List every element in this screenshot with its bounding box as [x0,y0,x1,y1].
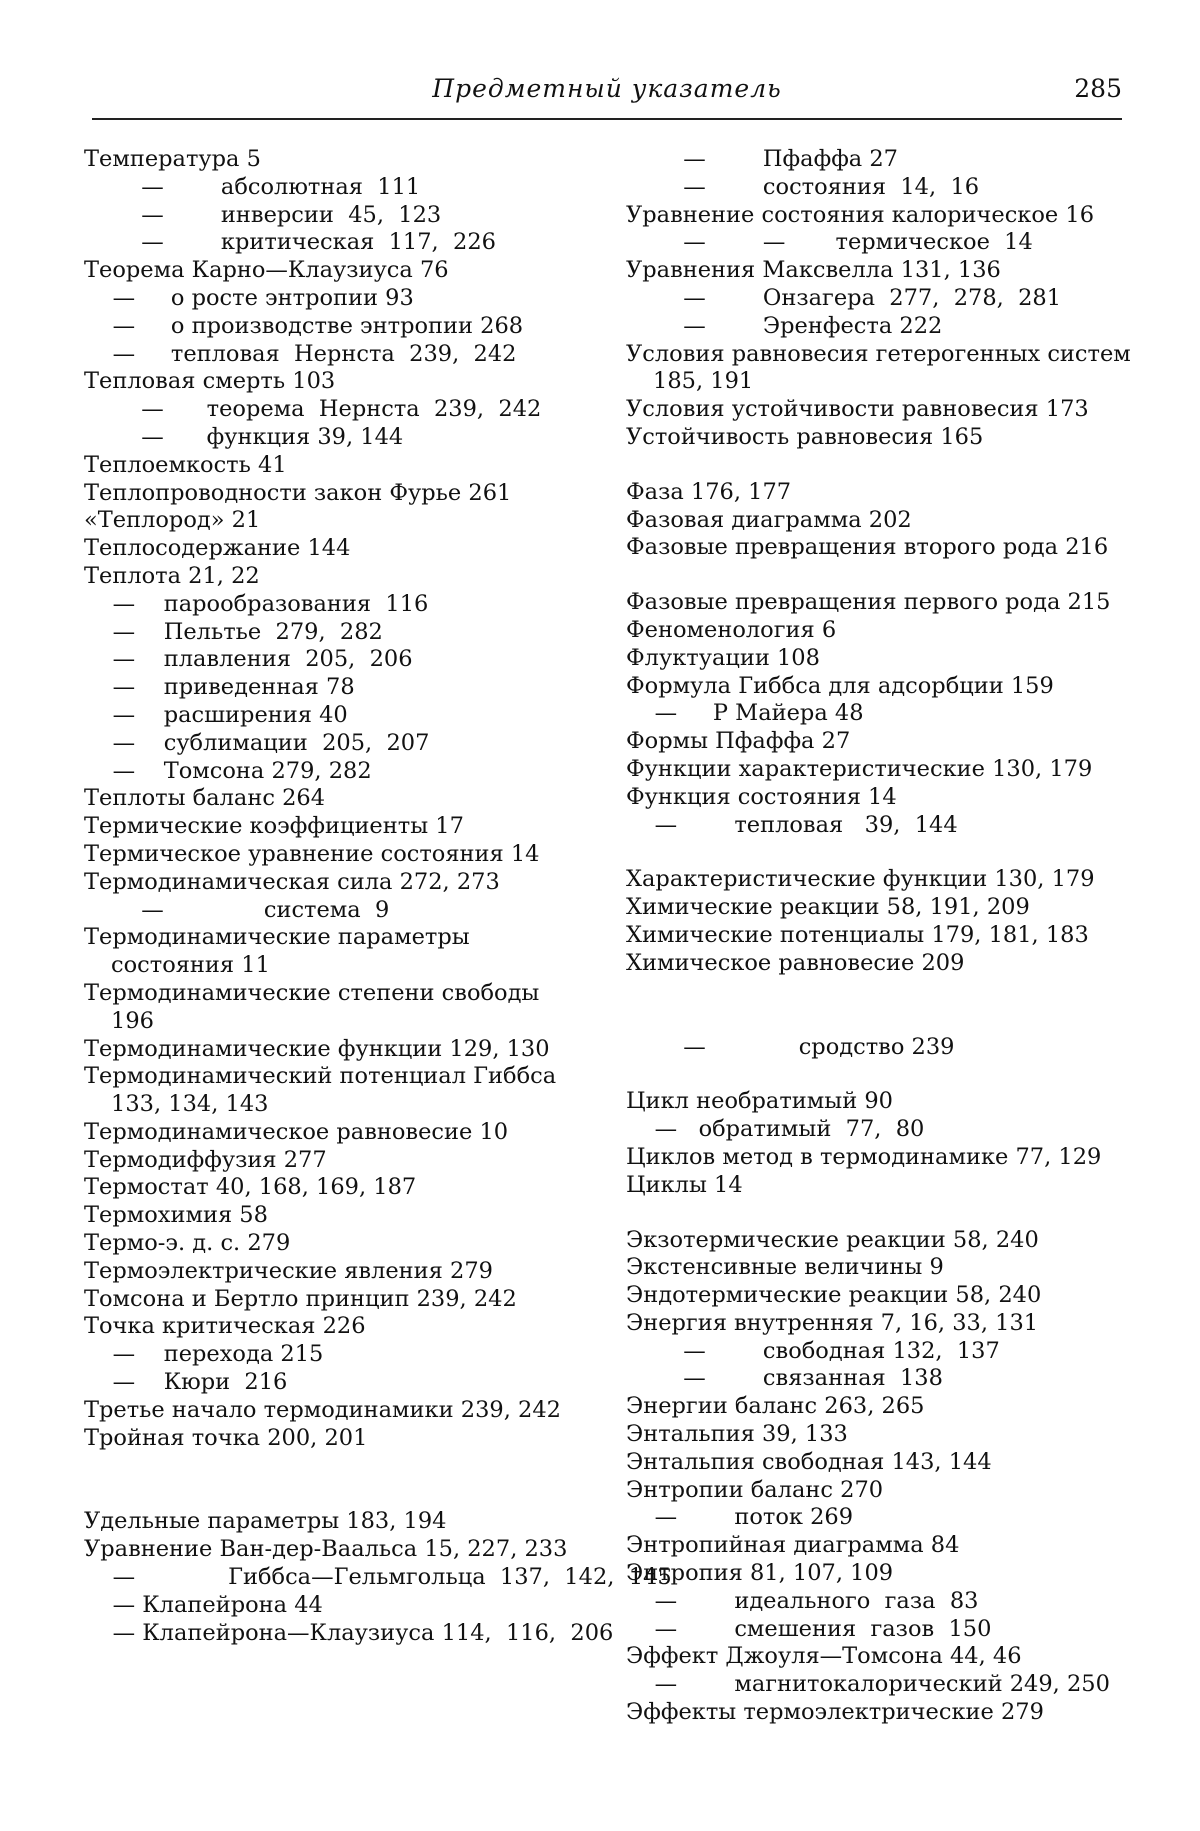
index-entry: Энтальпия 39, 133 [626,1421,848,1448]
index-entry: Термодинамическое равновесие 10 [84,1118,509,1145]
index-entry: — тепловая 39, 144 [626,811,958,838]
index-entry: Температура 5 [84,146,261,172]
index-entry: Эндотермические реакции 58, 240 [626,1282,1042,1309]
index-entry: Химическое равновесие 209 [626,949,965,976]
index-entry: Теплоты баланс 264 [84,785,326,812]
index-entry: Устойчивость равновесия 165 [626,423,984,450]
index-entry: Фазовая диаграмма 202 [626,506,912,533]
index-entry: Флуктуации 108 [626,644,820,671]
index-entry: — сродство 239 [626,1033,955,1060]
index-entry: Теплоемкость 41 [84,451,287,478]
index-column-left [84,146,672,1647]
index-entry: Уравнения Максвелла 131, 136 [626,257,1001,284]
index-entry: Цикл необратимый 90 [626,1088,893,1115]
index-entry: Фазовые превращения первого рода 215 [626,589,1111,616]
index-entry: Энтропийная диаграмма 84 [626,1532,960,1559]
header-rule [92,118,1122,120]
index-entry: Термическое уравнение состояния 14 [84,840,540,867]
index-entry: — Пельтье 279, 282 [84,618,383,645]
index-entry: Термодинамические степени свободы 196 [84,979,540,1034]
index-entry: — состояния 14, 16 [626,173,980,200]
index-entry: Формула Гиббса для адсорбции 159 [626,672,1054,699]
index-entry: — инверсии 45, 123 [84,201,442,228]
index-entry: Термостат 40, 168, 169, 187 [84,1174,417,1201]
index-entry: — Кюри 216 [84,1369,288,1396]
index-entry: — Эренфеста 222 [626,312,943,339]
index-entry: Формы Пфаффа 27 [626,728,851,755]
index-entry: — плавления 205, 206 [84,646,413,673]
index-entry: Условия устойчивости равновесия 173 [626,396,1089,423]
index-entry: — критическая 117, 226 [84,229,496,256]
index-entry: Химические реакции 58, 191, 209 [626,894,1030,921]
index-entry: — сублимации 205, 207 [84,729,430,756]
index-entry: Тройная точка 200, 201 [84,1424,368,1451]
index-entry: Условия равновесия гетерогенных систем 185, 191 [626,340,1131,395]
index-entry: — — термическое 14 [626,229,1033,256]
index-entry: Энтропия 81, 107, 109 [626,1560,894,1587]
index-entry: — смешения газов 150 [626,1615,992,1642]
index-entry: Термодинамические параметры состояния 11 [84,924,470,979]
index-entry: Термические коэффициенты 17 [84,813,464,840]
index-entry: — свободная 132, 137 [626,1337,1000,1364]
index-entry: — тепловая Нернста 239, 242 [84,340,517,367]
index-entry: Точка критическая 226 [84,1313,366,1340]
index-entry: — связанная 138 [626,1365,943,1392]
index-entry: Термохимия 58 [84,1202,268,1229]
index-entry: Фаза 176, 177 [626,478,792,505]
running-title: Предметный указатель [432,74,782,103]
index-entry: Эффект Джоуля—Томсона 44, 46 [626,1643,1022,1670]
index-entry: — парообразования 116 [84,590,429,617]
index-entry: Теплопроводности закон Фурье 261 [84,479,512,506]
index-entry: — Гиббса—Гельмгольца 137, 142, 145 [84,1564,672,1591]
index-entry: Энтальпия свободная 143, 144 [626,1448,992,1475]
index-entry: Функции характеристические 130, 179 [626,755,1093,782]
index-entry: — система 9 [84,896,390,923]
index-entry: Фазовые превращения второго рода 216 [626,534,1109,561]
index-entry: Характеристические функции 130, 179 [626,866,1095,893]
index-entry: Термодинамические функции 129, 130 [84,1035,550,1062]
index-entry: Уравнение Ван-дер-Ваальса 15, 227, 233 [84,1536,568,1563]
index-entry: — обратимый 77, 80 [626,1116,925,1143]
index-entry: — приведенная 78 [84,674,355,701]
index-entry: Энергия внутренняя 7, 16, 33, 131 [626,1309,1039,1336]
index-entry: Теорема Карно—Клаузиуса 76 [84,257,449,284]
index-entry: — Томсона 279, 282 [84,757,372,784]
index-entry: Энтропии баланс 270 [626,1476,884,1503]
index-entry: Термо-э. д. с. 279 [84,1230,291,1257]
index-entry: — функция 39, 144 [84,423,404,450]
index-entry: Теплосодержание 144 [84,535,351,562]
index-entry: — магнитокалорический 249, 250 [626,1671,1110,1698]
index-entry: Удельные параметры 183, 194 [84,1508,447,1535]
index-entry: Эффекты термоэлектрические 279 [626,1699,1044,1726]
index-entry: — теорема Нернста 239, 242 [84,396,542,423]
index-entry: — поток 269 [626,1504,854,1531]
index-entry: — расширения 40 [84,701,348,728]
index-entry: — Онзагера 277, 278, 281 [626,284,1062,311]
index-column-right [626,146,1131,1727]
page-header [92,74,1122,118]
index-entry: — идеального газа 83 [626,1587,979,1614]
index-entry: Циклов метод в термодинамике 77, 129 [626,1143,1102,1170]
index-entry: Тепловая смерть 103 [84,368,336,395]
index-entry: Экзотермические реакции 58, 240 [626,1226,1039,1253]
index-entry: — Клапейрона 44 [84,1591,323,1618]
index-entry: Энергии баланс 263, 265 [626,1393,925,1420]
index-entry: — Клапейрона—Клаузиуса 114, 116, 206 [84,1619,614,1646]
index-entry: Циклы 14 [626,1171,743,1198]
index-entry: — Пфаффа 27 [626,146,898,172]
index-entry: Экстенсивные величины 9 [626,1254,944,1281]
index-entry: Термоэлектрические явления 279 [84,1257,493,1284]
index-entry: Химические потенциалы 179, 181, 183 [626,921,1089,948]
index-entry: — перехода 215 [84,1341,324,1368]
index-entry: Термодинамический потенциал Гиббса 133, 134, 143 [84,1063,557,1118]
index-entry: Функция состояния 14 [626,783,897,810]
index-entry: Теплота 21, 22 [84,562,260,589]
index-entry: — Р Майера 48 [626,700,864,727]
index-entry: Термодиффузия 277 [84,1146,327,1173]
index-entry: Термодинамическая сила 272, 273 [84,868,500,895]
index-entry: — о росте энтропии 93 [84,284,414,311]
index-entry: Томсона и Бертло принцип 239, 242 [84,1285,517,1312]
index-entry: Феноменология 6 [626,616,837,643]
index-entry: — абсолютная 111 [84,173,421,200]
index-entry: Третье начало термодинамики 239, 242 [84,1396,561,1423]
index-entry: — о производстве энтропии 268 [84,312,524,339]
page-number: 285 [1074,74,1122,103]
index-entry: Уравнение состояния калорическое 16 [626,201,1095,228]
index-entry: «Теплород» 21 [84,507,261,534]
